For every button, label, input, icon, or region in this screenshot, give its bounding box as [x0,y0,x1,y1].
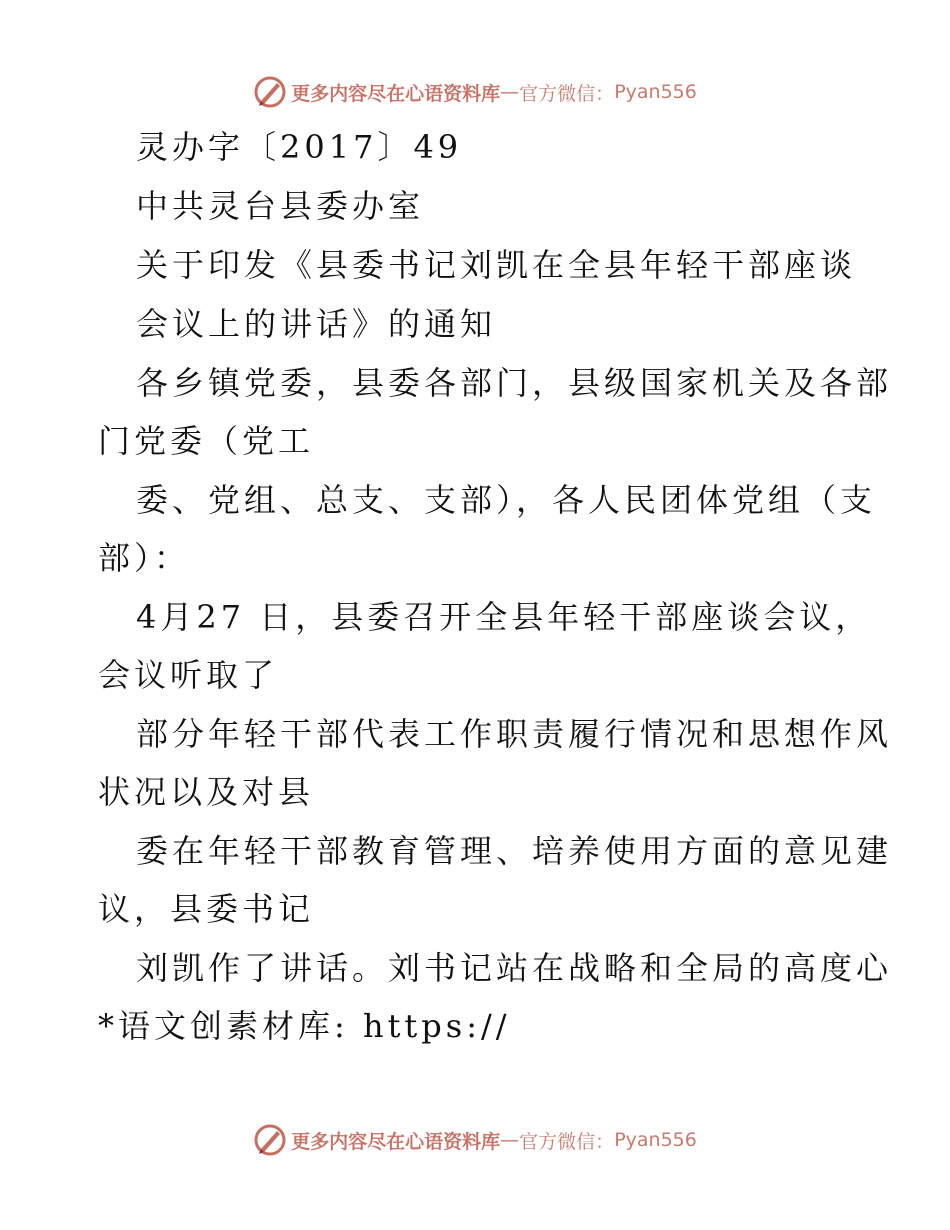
paragraph-line-4: 状况以及对县 [98,773,315,811]
doc-title-line-2: 会议上的讲话》的通知 [136,305,497,343]
banner-wechat-handle: Pyan556 [614,81,697,103]
paragraph-line-2: 会议听取了 [98,656,279,694]
doc-number: 灵办字〔2017〕49 [136,128,463,166]
footer-watermark [0,1120,950,1160]
banner-dash: — [500,1129,520,1151]
paragraph-line-6: 议，县委书记 [98,890,315,928]
paragraph-line-3: 部分年轻干部代表工作职责履行情况和思想作风 [136,715,893,753]
issuer: 中共灵台县委办室 [136,187,425,225]
recipients-line-3: 委、党组、总支、支部），各人民团体党组（支 [136,481,877,519]
pen-logo-icon [253,75,287,109]
header-watermark [0,72,950,112]
doc-title-line-1: 关于印发《县委书记刘凯在全县年轻干部座谈 [136,246,857,284]
paragraph-line-7: 刘凯作了讲话。刘书记站在战略和全局的高度心 [136,949,893,987]
pen-logo-icon [253,1123,287,1157]
recipients-line-1: 各乡镇党委，县委各部门，县级国家机关及各部 [136,364,893,402]
banner-title: 更多内容尽在心语资料库 [291,82,501,105]
recipients-line-4: 部）： [98,539,191,577]
recipients-line-2: 门党委（党工 [98,422,315,460]
banner-title: 更多内容尽在心语资料库 [291,1130,501,1153]
banner-wechat-label: 官方微信： [519,82,615,105]
banner-wechat-label: 官方微信： [519,1130,615,1153]
banner-dash: — [500,81,520,103]
paragraph-line-1: 4月27 日，县委召开全县年轻干部座谈会议， [136,598,872,636]
paragraph-line-5: 委在年轻干部教育管理、培养使用方面的意见建 [136,832,893,870]
banner-wechat-handle: Pyan556 [614,1129,697,1151]
source-note: *语文创素材库: https:// [98,1007,511,1045]
